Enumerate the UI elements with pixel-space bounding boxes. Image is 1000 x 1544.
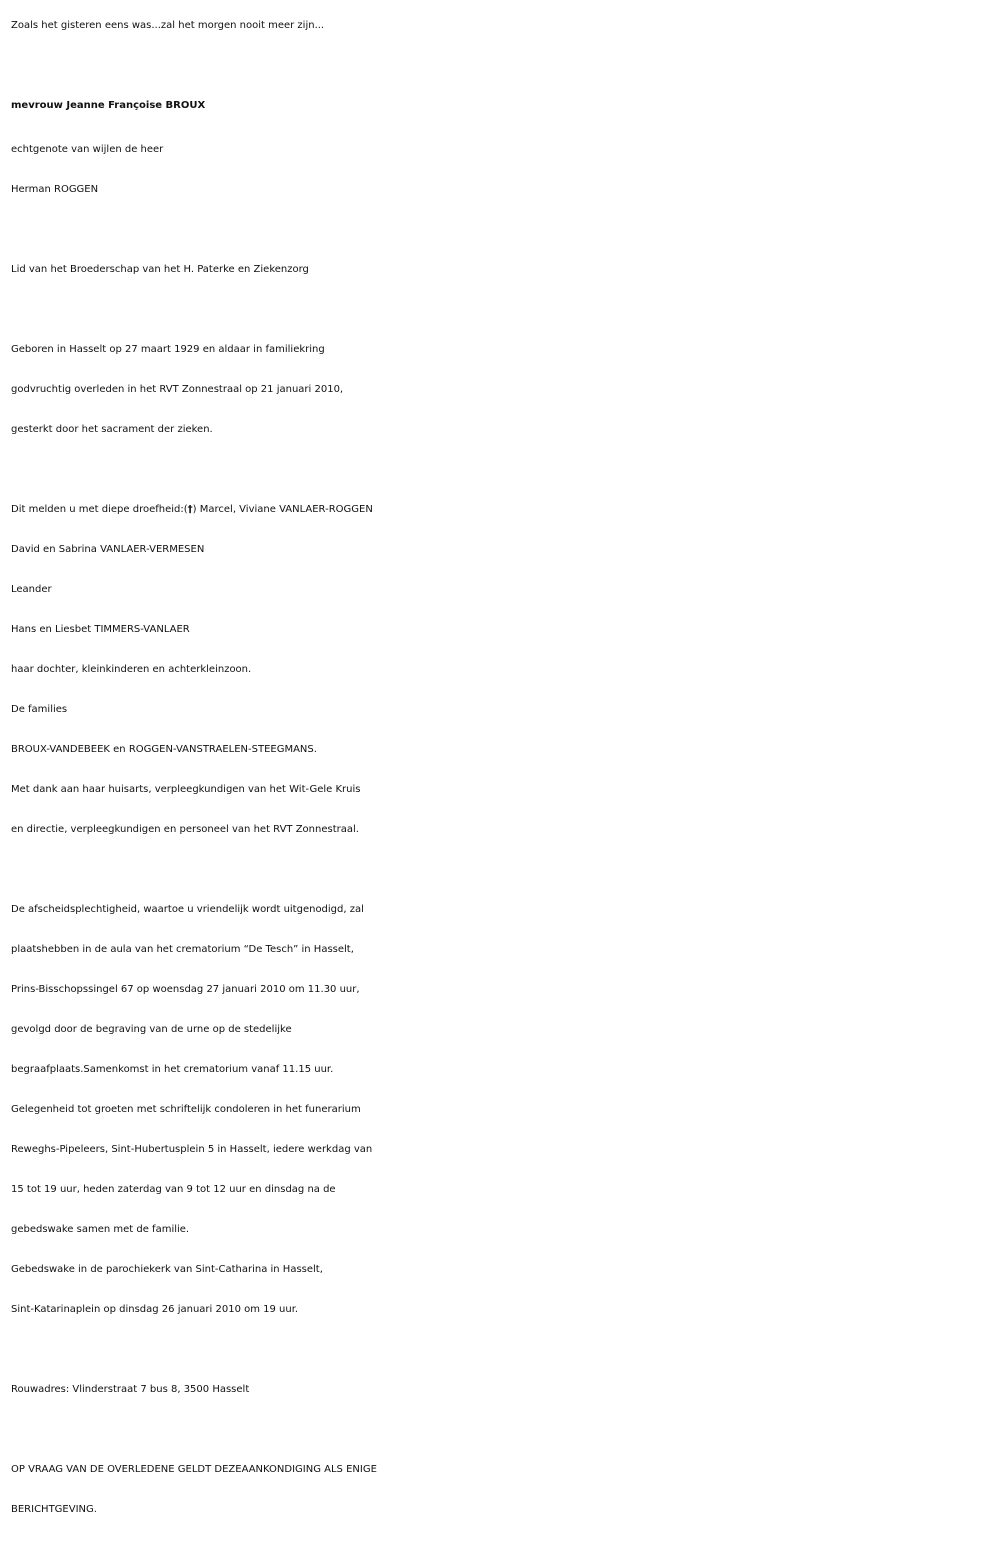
announcement-prefix: Dit melden u met diepe droefheid:(	[11, 504, 188, 515]
ceremony-line: Sint-Katarinaplein op dinsdag 26 januari 2010 om 19 uur.	[11, 1304, 299, 1315]
birth-death-line-3: gesterkt door het sacrament der zieken.	[11, 424, 213, 435]
motto-text: Zoals het gisteren eens was...zal het morgen nooit meer zijn...	[11, 20, 325, 31]
spacer	[11, 290, 996, 330]
announcement-line: BROUX-VANDEBEEK en ROGGEN-VANSTRAELEN-STEEGMANS.	[11, 744, 317, 755]
announcement-line: Hans en Liesbet TIMMERS-VANLAER	[11, 624, 190, 635]
notice-line-1: OP VRAAG VAN DE OVERLEDENE GELDT DEZEAANKONDIGING ALS ENIGE	[11, 1464, 377, 1475]
announcement-line: De families	[11, 704, 68, 715]
announcement-line: Leander	[11, 584, 52, 595]
announcement-suffix: ) Marcel, Viviane VANLAER-ROGGEN	[192, 504, 373, 515]
ceremony-line: begraafplaats.Samenkomst in het crematorium vanaf 11.15 uur.	[11, 1064, 334, 1075]
ceremony-line: Gelegenheid tot groeten met schriftelijk condoleren in het funerarium	[11, 1104, 361, 1115]
cross-icon: †	[187, 504, 193, 515]
membership-text: Lid van het Broederschap van het H. Paterke en Ziekenzorg	[11, 264, 309, 275]
ceremony-line: 15 tot 19 uur, heden zaterdag van 9 tot 12 uur en dinsdag na de	[11, 1184, 336, 1195]
mourning-address: Rouwadres: Vlinderstraat 7 bus 8, 3500 Hasselt	[11, 1384, 250, 1395]
spacer	[11, 450, 996, 490]
announcement-line: haar dochter, kleinkinderen en achterkleinzoon.	[11, 664, 252, 675]
announcement-line-1	[11, 490, 996, 530]
obituary-notice	[11, 6, 996, 1530]
deceased-name: mevrouw Jeanne Françoise BROUX	[11, 100, 206, 111]
announcement-line: Met dank aan haar huisarts, verpleegkundigen van het Wit-Gele Kruis	[11, 784, 361, 795]
notice-line-2: BERICHTGEVING.	[11, 1504, 97, 1515]
birth-death-line-2: godvruchtig overleden in het RVT Zonnestraal op 21 januari 2010,	[11, 384, 344, 395]
spacer	[11, 1330, 996, 1370]
ceremony-line: Reweghs-Pipeleers, Sint-Hubertusplein 5 in Hasselt, iedere werkdag van	[11, 1144, 373, 1155]
spouse-line-1: echtgenote van wijlen de heer	[11, 144, 164, 155]
birth-death-line-1: Geboren in Hasselt op 27 maart 1929 en aldaar in familiekring	[11, 344, 325, 355]
ceremony-line: plaatshebben in de aula van het crematorium “De Tesch” in Hasselt,	[11, 944, 354, 955]
spouse-line-2: Herman ROGGEN	[11, 184, 99, 195]
announcement-line: David en Sabrina VANLAER-VERMESEN	[11, 544, 205, 555]
spacer	[11, 1410, 996, 1450]
spacer	[11, 210, 996, 250]
ceremony-line: Gebedswake in de parochiekerk van Sint-Catharina in Hasselt,	[11, 1264, 323, 1275]
ceremony-line: Prins-Bisschopssingel 67 op woensdag 27 januari 2010 om 11.30 uur,	[11, 984, 360, 995]
ceremony-line: De afscheidsplechtigheid, waartoe u vriendelijk wordt uitgenodigd, zal	[11, 904, 364, 915]
ceremony-line: gebedswake samen met de familie.	[11, 1224, 190, 1235]
announcement-line: en directie, verpleegkundigen en personeel van het RVT Zonnestraal.	[11, 824, 359, 835]
ceremony-line: gevolgd door de begraving van de urne op de stedelijke	[11, 1024, 292, 1035]
spacer	[11, 850, 996, 890]
